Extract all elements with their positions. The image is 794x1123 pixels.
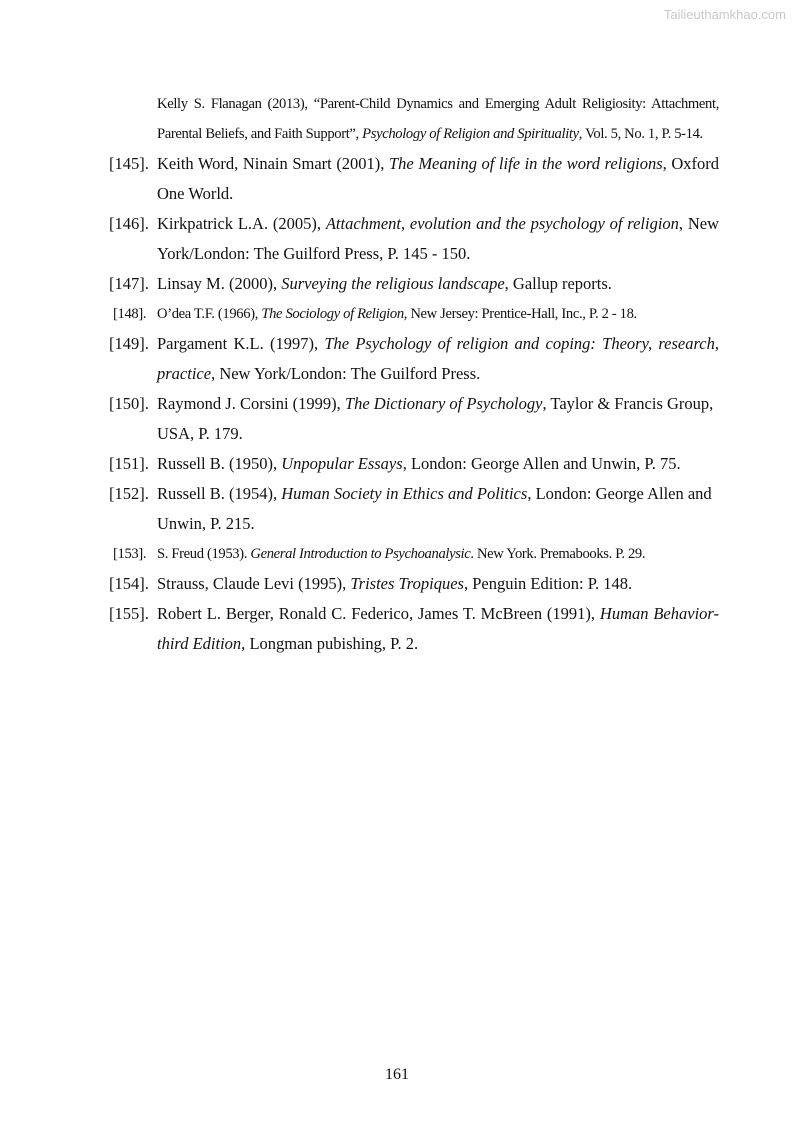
reference-text: Keith Word, Ninain Smart (2001),	[157, 154, 389, 173]
reference-text: , Vol. 5, No. 1, P. 5-14.	[578, 126, 703, 142]
reference-text: S. Freud (1953).	[157, 546, 251, 562]
reference-text: Russell B. (1954),	[157, 484, 282, 503]
reference-title: Surveying the religious landscape	[281, 274, 505, 293]
reference-item	[109, 269, 719, 299]
reference-number: [152].	[109, 484, 149, 503]
reference-number: [154].	[109, 574, 149, 593]
reference-text: , London: George Allen and Unwin, P. 215.	[157, 484, 712, 533]
reference-number: [145].	[109, 154, 149, 173]
reference-text: , New Jersey: Prentice-Hall, Inc., P. 2 - 18.	[403, 306, 637, 322]
reference-text: Kirkpatrick L.A. (2005),	[157, 214, 326, 233]
reference-title: The Dictionary of Psychology	[344, 394, 543, 413]
reference-number: [155].	[109, 604, 149, 623]
reference-title: Tristes Tropiques	[350, 574, 464, 593]
page-number: 161	[385, 1066, 409, 1083]
reference-item	[109, 449, 719, 479]
reference-title: Psychology of Religion and Spirituality	[362, 126, 579, 142]
reference-text: . New York. Premabooks. P. 29.	[470, 546, 646, 562]
reference-text: Kelly S. Flanagan (2013), “Parent-Child Dynamics and Emerging Adult Religiosity: Attachment, Parental Beliefs, and Faith Support”,	[157, 96, 719, 142]
reference-text: , New York/London: The Guilford Press, P. 145 - 150.	[157, 214, 720, 263]
reference-number: [151].	[109, 454, 149, 473]
reference-item	[109, 209, 719, 269]
reference-item	[109, 599, 719, 659]
reference-title: Unpopular Essays	[281, 454, 403, 473]
reference-text: Pargament K.L. (1997),	[157, 334, 325, 353]
reference-item	[109, 479, 719, 539]
reference-title: The Sociology of Religion	[261, 306, 404, 322]
reference-number: [146].	[109, 214, 149, 233]
reference-number: [153].	[113, 546, 147, 562]
reference-title: Attachment, evolution and the psychology of religion	[325, 214, 679, 233]
reference-text: O’dea T.F. (1966),	[157, 306, 262, 322]
reference-text: Russell B. (1950),	[157, 454, 282, 473]
reference-item	[109, 149, 719, 209]
reference-item	[109, 569, 719, 599]
reference-title: General Introduction to Psychoanalysic	[250, 546, 471, 562]
reference-text: , New York/London: The Guilford Press.	[211, 364, 481, 383]
reference-text: Longman pubishing, P. 2.	[245, 634, 419, 653]
reference-item	[109, 539, 719, 569]
reference-title: The Meaning of life in the word religions	[389, 154, 663, 173]
reference-text: Strauss, Claude Levi (1995),	[157, 574, 351, 593]
reference-number: [150].	[109, 394, 149, 413]
reference-text: , Taylor & Francis Group, USA, P. 179.	[157, 394, 714, 443]
reference-number: [147].	[109, 274, 149, 293]
reference-text: , Penguin Edition: P. 148.	[463, 574, 633, 593]
reference-item	[109, 89, 719, 149]
reference-text: , Gallup reports.	[504, 274, 612, 293]
reference-text: , London: George Allen and Unwin, P. 75.	[402, 454, 681, 473]
reference-text: Robert L. Berger, Ronald C. Federico, James T. McBreen (1991),	[157, 604, 600, 623]
reference-number: [149].	[109, 334, 149, 353]
reference-text: Linsay M. (2000),	[157, 274, 282, 293]
reference-item	[109, 299, 719, 329]
reference-title: Human Society in Ethics and Politics	[281, 484, 528, 503]
reference-text: Raymond J. Corsini (1999),	[157, 394, 345, 413]
reference-number: [148].	[113, 306, 147, 322]
watermark: Tailieuthamkhao.com	[663, 7, 786, 22]
reference-list	[109, 89, 719, 659]
reference-item	[109, 389, 719, 449]
reference-text: , Oxford One World.	[157, 154, 719, 203]
reference-title: Human Behavior-third Edition,	[157, 604, 719, 653]
reference-item	[109, 329, 719, 389]
reference-title: The Psychology of religion and coping: Theory, research, practice	[157, 334, 719, 383]
